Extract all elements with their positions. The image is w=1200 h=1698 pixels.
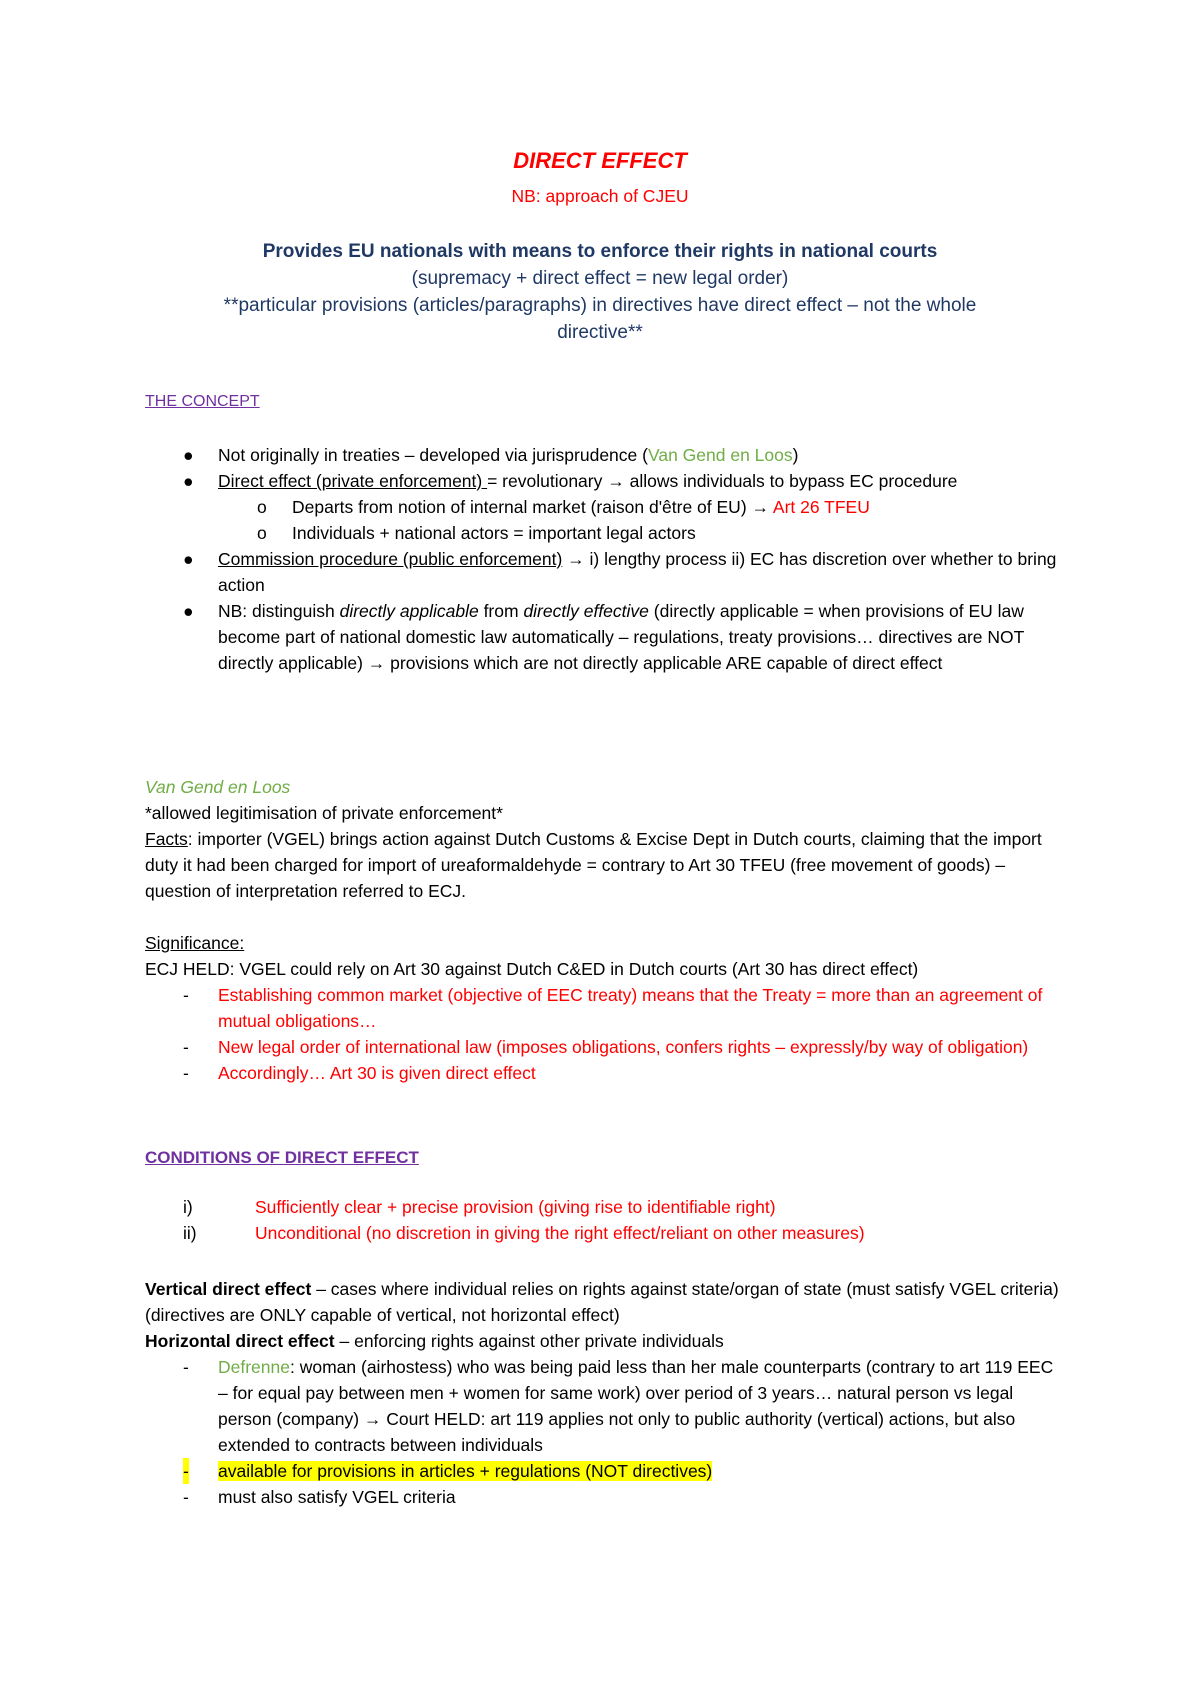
conditions-list: [145, 1194, 1065, 1246]
dash-bullet-icon: -: [183, 985, 189, 1005]
significance-point: [145, 1060, 1065, 1086]
bullet-dot-icon: ●: [183, 549, 194, 569]
condition-number: ii): [183, 1223, 197, 1243]
art-26-ref: Art 26 TFEU: [772, 497, 870, 517]
condition-text: Unconditional (no discretion in giving the right effect/reliant on other measures): [255, 1223, 865, 1243]
vgel-criteria-text: must also satisfy VGEL criteria: [218, 1487, 456, 1507]
condition-item: [145, 1220, 1065, 1246]
concept-sub-item-2-text: Individuals + national actors = important legal actors: [292, 523, 696, 543]
significance-label: Significance:: [145, 933, 245, 953]
condition-number: i): [183, 1197, 193, 1217]
vertical-text: – cases where individual relies on rights against state/organ of state (must satisfy VGEL criteria) (directives are ONLY capable of vertical, not horizontal effect): [145, 1279, 1059, 1325]
concept-bullet-3-text: → i) lengthy process ii) EC has discretion over whether to bring action: [218, 549, 1057, 595]
dash-bullet-icon: -: [183, 1063, 189, 1083]
term-directly-effective: directly effective: [523, 601, 649, 621]
intro-line-2: (supremacy + direct effect = new legal order): [411, 268, 789, 289]
concept-bullet-1-end: ): [792, 445, 799, 465]
concept-bullet-4-text-a: NB: distinguish: [218, 601, 340, 621]
significance-point: [145, 1034, 1065, 1060]
concept-bullet-4-text-b: from: [478, 601, 524, 621]
circle-bullet-icon: o: [257, 523, 267, 543]
term-directly-applicable: directly applicable: [339, 601, 479, 621]
significance-list: [145, 982, 1065, 1086]
dash-bullet-icon: -: [183, 1487, 189, 1507]
horizontal-text: – enforcing rights against other private individuals: [334, 1331, 724, 1351]
concept-bullet-2: [145, 468, 1065, 494]
document-subtitle: NB: approach of CJEU: [511, 186, 689, 206]
bullet-dot-icon: ●: [183, 601, 194, 621]
vertical-label: Vertical direct effect: [145, 1279, 312, 1299]
concept-bullet-4: [145, 598, 1065, 676]
significance-point-text: Accordingly… Art 30 is given direct effect: [218, 1063, 536, 1083]
concept-bullet-1: [145, 442, 1065, 468]
document-title: DIRECT EFFECT: [513, 148, 687, 173]
condition-text: Sufficiently clear + precise provision (giving rise to identifiable right): [255, 1197, 776, 1217]
vgel-section: [145, 774, 1065, 982]
horizontal-list: [145, 1354, 1065, 1510]
vgel-facts: [145, 826, 1065, 904]
vgel-case-ref: Van Gend en Loos: [647, 445, 793, 465]
significance-point-text: Establishing common market (objective of EEC treaty) means that the Treaty = more than an agreement of mutual obligations…: [218, 985, 1043, 1031]
significance-point: [145, 982, 1065, 1034]
significance-point-text: New legal order of international law (imposes obligations, confers rights – expressly/by way of obligation): [218, 1037, 1029, 1057]
dash-bullet-icon: -: [183, 1037, 189, 1057]
conditions-heading: CONDITIONS OF DIRECT EFFECT: [145, 1148, 419, 1167]
facts-text: : importer (VGEL) brings action against Dutch Customs & Excise Dept in Dutch courts, claiming that the import duty it had been charged for import of ureaformaldehyde = contrary to Art 30 TFEU (free movement of goods) – question of interpretation referred to ECJ.: [145, 829, 1042, 901]
vertical-effect: [145, 1276, 1065, 1328]
concept-bullet-2-underlined: Direct effect (private enforcement): [218, 471, 488, 491]
dash-bullet-icon: -: [183, 1458, 189, 1484]
intro-line-3: **particular provisions (articles/paragraphs) in directives have direct effect – not the whole directive**: [223, 295, 977, 343]
intro-block: [200, 238, 1000, 346]
vgel-note: *allowed legitimisation of private enforcement*: [145, 803, 503, 823]
concept-heading: THE CONCEPT: [145, 393, 260, 410]
ecj-held: ECJ HELD: VGEL could rely on Art 30 against Dutch C&ED in Dutch courts (Art 30 has direct effect): [145, 959, 919, 979]
concept-sub-item-2: [145, 520, 1065, 546]
circle-bullet-icon: o: [257, 497, 267, 517]
concept-bullet-3-underlined: Commission procedure (public enforcement): [218, 549, 563, 569]
defrenne-text: : woman (airhostess) who was being paid less than her male counterparts (contrary to art 119 EEC – for equal pay between men + women for same work) over period of 3 years… natural person vs legal person (company) → Court HELD: art 119 applies not only to public authority (vertical) actions, but also extended to contracts between individuals: [218, 1357, 1054, 1455]
dash-bullet-icon: -: [183, 1357, 189, 1377]
effect-types: [145, 1276, 1065, 1354]
facts-label: Facts: [145, 829, 188, 849]
vgel-heading: Van Gend en Loos: [145, 777, 291, 797]
defrenne-item: [145, 1354, 1065, 1458]
bullet-dot-icon: ●: [183, 445, 194, 465]
intro-line-1: Provides EU nationals with means to enforce their rights in national courts: [262, 241, 938, 262]
horizontal-label: Horizontal direct effect: [145, 1331, 335, 1351]
highlighted-text: available for provisions in articles + regulations (NOT directives): [218, 1461, 713, 1481]
concept-bullet-1-text: Not originally in treaties – developed via jurisprudence (: [218, 445, 648, 465]
vgel-criteria-item: [145, 1484, 1065, 1510]
concept-bullet-4-text-c: (directly applicable = when provisions of EU law become part of national domestic law automatically – regulations, treaty provisions… directives are NOT directly applicable) → provisions which are not directly applicable ARE capable of direct effect: [218, 601, 1025, 673]
highlighted-item: [145, 1458, 1065, 1484]
concept-bullet-3: [145, 546, 1065, 598]
defrenne-case-ref: Defrenne: [218, 1357, 290, 1377]
bullet-dot-icon: ●: [183, 471, 194, 491]
concept-list: [145, 442, 1065, 676]
concept-sub-item-1-text: Departs from notion of internal market (raison d'être of EU) →: [292, 497, 773, 517]
condition-item: [145, 1194, 1065, 1220]
concept-sub-item-1: [145, 494, 1065, 520]
horizontal-effect: [145, 1328, 1065, 1354]
concept-bullet-2-text: = revolutionary → allows individuals to bypass EC procedure: [487, 471, 958, 491]
